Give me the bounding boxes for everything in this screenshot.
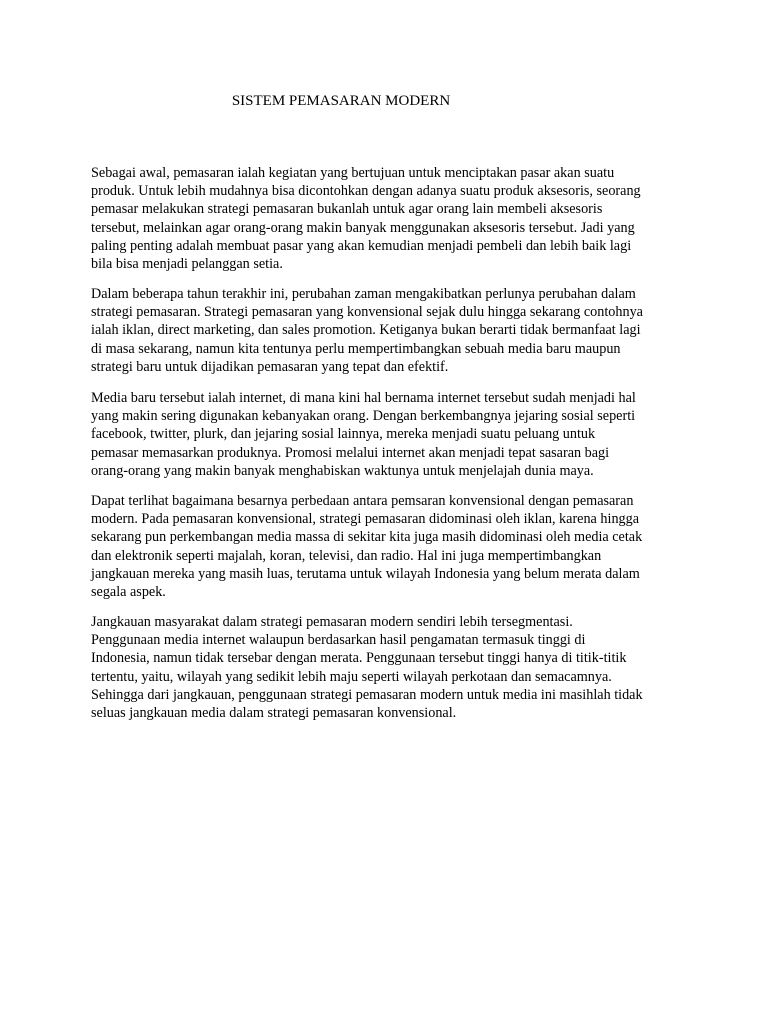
paragraph-line: segala aspek. xyxy=(91,584,166,601)
paragraph-line: orang-orang yang makin banyak menghabiskan waktunya untuk menjelajah dunia maya. xyxy=(91,462,594,479)
paragraph-4 xyxy=(91,492,642,601)
paragraph-3 xyxy=(91,389,636,480)
paragraph-line: pemasar memasarkan produknya. Promosi melalui internet akan menjadi tepat sasaran bagi xyxy=(91,444,610,461)
paragraph-line: yang makin sering digunakan kebanyakan orang. Dengan berkembangnya jejaring sosial seperti xyxy=(91,408,636,425)
paragraph-line: ialah iklan, direct marketing, dan sales promotion. Ketiganya bukan berarti tidak bermanfaat lagi xyxy=(91,322,641,339)
document-title: SISTEM PEMASARAN MODERN xyxy=(231,93,451,109)
paragraph-line: Sebagai awal, pemasaran ialah kegiatan yang bertujuan untuk menciptakan pasar akan suatu xyxy=(91,165,615,181)
paragraph-line: strategi pemasaran. Strategi pemasaran yang konvensional sejak dulu hingga sekarang contohnya xyxy=(91,304,643,321)
paragraph-line: Media baru tersebut ialah internet, di mana kini hal bernama internet tersebut sudah menjadi hal xyxy=(91,390,636,406)
paragraph-line: dan elektronik seperti majalah, koran, televisi, dan radio. Hal ini juga mempertimbangkan xyxy=(91,547,602,564)
paragraph-line: Jangkauan masyarakat dalam strategi pemasaran modern sendiri lebih tersegmentasi. xyxy=(91,614,573,630)
paragraph-line: strategi baru untuk dijadikan pemasaran yang tepat dan efektif. xyxy=(91,358,449,375)
paragraph-line: bila bisa menjadi pelanggan setia. xyxy=(91,256,283,273)
paragraph-line: tersebut, melainkan agar orang-orang makin banyak menggunakan aksesoris tersebut. Jadi yang xyxy=(91,219,635,236)
paragraph-line: Indonesia, namun tidak tersebar dengan merata. Penggunaan tersebut tinggi hanya di titik-titik xyxy=(91,650,627,667)
paragraph-line: Dalam beberapa tahun terakhir ini, perubahan zaman mengakibatkan perlunya perubahan dalam xyxy=(91,286,636,302)
paragraph-line: Sehingga dari jangkauan, penggunaan strategi pemasaran modern untuk media ini masihlah tidak xyxy=(91,686,643,703)
paragraph-line: Dapat terlihat bagaimana besarnya perbedaan antara pemsaran konvensional dengan pemasaran xyxy=(91,493,634,509)
paragraph-2 xyxy=(91,285,643,376)
paragraph-line: modern. Pada pemasaran konvensional, strategi pemasaran didominasi oleh iklan, karena hingga xyxy=(91,511,640,528)
paragraph-line: sekarang pun perkembangan media massa di sekitar kita juga masih didominasi oleh media cetak xyxy=(91,529,643,546)
paragraph-line: seluas jangkauan media dalam strategi pemasaran konvensional. xyxy=(91,705,457,722)
paragraph-line: facebook, twitter, plurk, dan jejaring sosial lainnya, mereka menjadi suatu peluang untuk xyxy=(91,426,596,443)
paragraph-5 xyxy=(91,613,643,722)
paragraph-1 xyxy=(91,164,641,273)
paragraph-line: paling penting adalah membuat pasar yang akan kemudian menjadi pembeli dan lebih baik lagi xyxy=(91,237,632,254)
paragraph-line: produk. Untuk lebih mudahnya bisa dicontohkan dengan adanya suatu produk aksesoris, seorang xyxy=(91,183,641,200)
paragraph-line: tertentu, yaitu, wilayah yang sedikit lebih maju seperti wilayah perkotaan dan semacamnya. xyxy=(91,668,612,685)
paragraph-line: pemasar melakukan strategi pemasaran bukanlah untuk agar orang lain membeli aksesoris xyxy=(91,201,603,218)
paragraph-line: Penggunaan media internet walaupun berdasarkan hasil pengamatan termasuk tinggi di xyxy=(91,632,586,649)
paragraph-line: di masa sekarang, namun kita tentunya perlu mempertimbangkan sebuah media baru maupun xyxy=(91,340,621,357)
paragraph-line: jangkauan mereka yang masih luas, terutama untuk wilayah Indonesia yang belum merata dalam xyxy=(91,565,640,582)
